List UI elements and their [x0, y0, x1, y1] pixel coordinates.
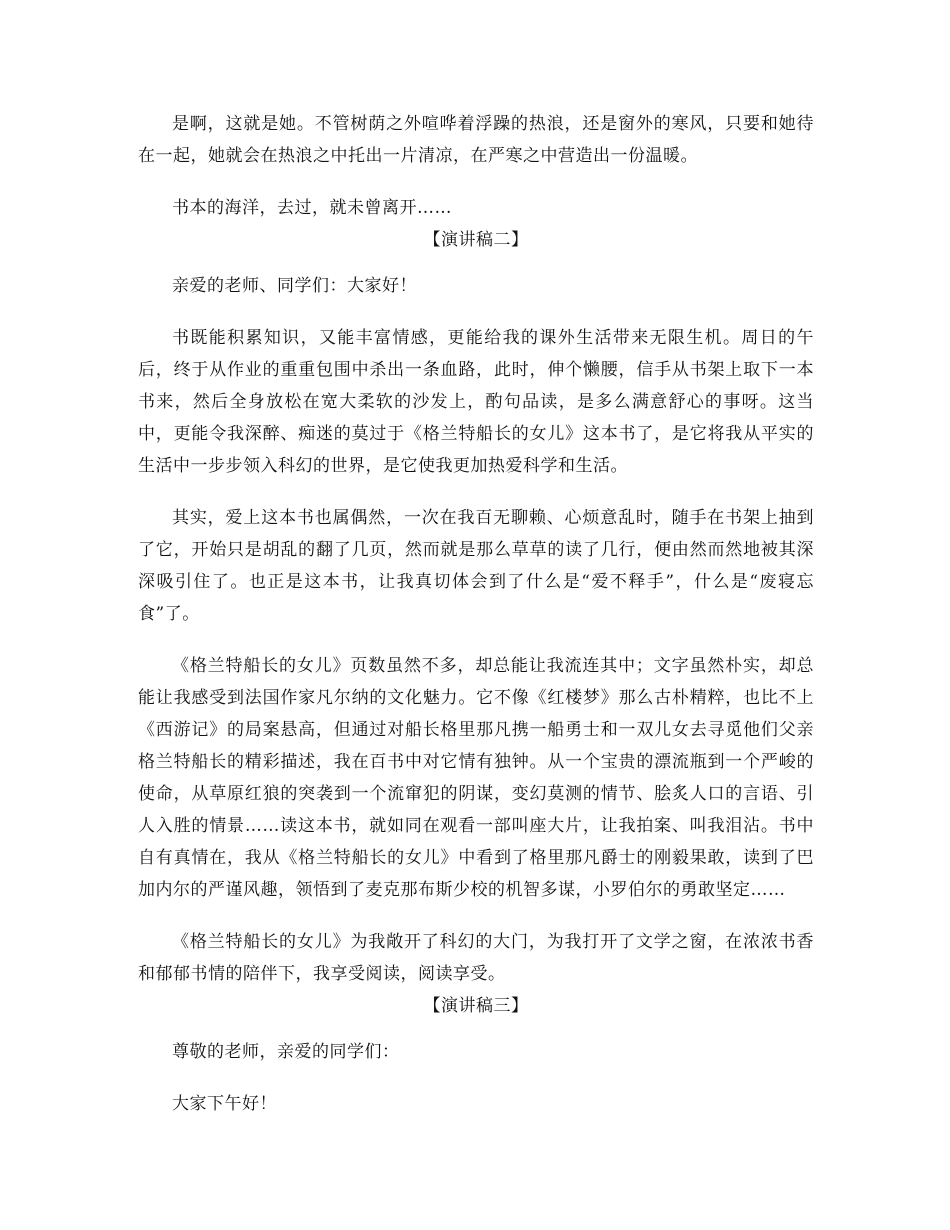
speech-3-opening: 大家下午好！	[172, 1094, 277, 1114]
speech-2-heading: 【演讲稿二】	[423, 230, 529, 250]
speech-2-paragraph-2: 其实，爱上这本书也属偶然，一次在我百无聊赖、心烦意乱时，随手在书架上抽到了它，开始只是胡乱的翻了几页，然而就是那么草草的读了几行，便由然而然地被其深深吸引住了。也正是这本书，让我真切体会到了什么是“爱不释手”，什么是“废寝忘食”了。	[138, 508, 814, 624]
speech-3-heading: 【演讲稿三】	[423, 996, 529, 1016]
speech-2-paragraph-4: 《格兰特船长的女儿》为我敞开了科幻的大门，为我打开了文学之窗，在浓浓书香和郁郁书情的陪伴下，我享受阅读，阅读享受。	[138, 932, 814, 984]
paragraph-intro-1: 是啊，这就是她。不管树荫之外喧哗着浮躁的热浪，还是窗外的寒风，只要和她待在一起，她就会在热浪之中托出一片清凉，在严寒之中营造出一份温暖。	[138, 114, 814, 166]
speech-2-paragraph-3: 《格兰特船长的女儿》页数虽然不多，却总能让我流连其中；文字虽然朴实，却总能让我感受到法国作家凡尔纳的文化魅力。它不像《红楼梦》那么古朴精粹，也比不上《西游记》的局案悬高，但通过对船长格里那凡携一船勇士和一双儿女去寻觅他们父亲格兰特船长的精彩描述，我在百书中对它情有独钟。从一个宝贵的漂流瓶到一个严峻的使命，从草原红狼的突袭到一个流窜犯的阴谋，变幻莫测的情节、脍炙人口的言语、引人入胜的情景……读这本书，就如同在观看一部叫座大片，让我拍案、叫我泪沾。书中自有真情在，我从《格兰特船长的女儿》中看到了格里那凡爵士的刚毅果敢，读到了巴加内尔的严谨风趣，领悟到了麦克那布斯少校的机智多谋，小罗伯尔的勇敢坚定……	[138, 656, 814, 900]
document-body	[138, 108, 814, 1120]
paragraph-intro-2: 书本的海洋，去过，就未曾离开……	[172, 198, 452, 218]
speech-2-greeting: 亲爱的老师、同学们：大家好！	[172, 276, 417, 296]
speech-3-greeting: 尊敬的老师，亲爱的同学们：	[172, 1042, 400, 1062]
speech-2-paragraph-1: 书既能积累知识，又能丰富情感，更能给我的课外生活带来无限生机。周日的午后，终于从作业的重重包围中杀出一条血路，此时，伸个懒腰，信手从书架上取下一本书来，然后全身放松在宽大柔软的沙发上，酌句品读，是多么满意舒心的事呀。这当中，更能令我深醉、痴迷的莫过于《格兰特船长的女儿》这本书了，是它将我从平实的生活中一步步领入科幻的世界，是它使我更加热爱科学和生活。	[138, 328, 814, 476]
